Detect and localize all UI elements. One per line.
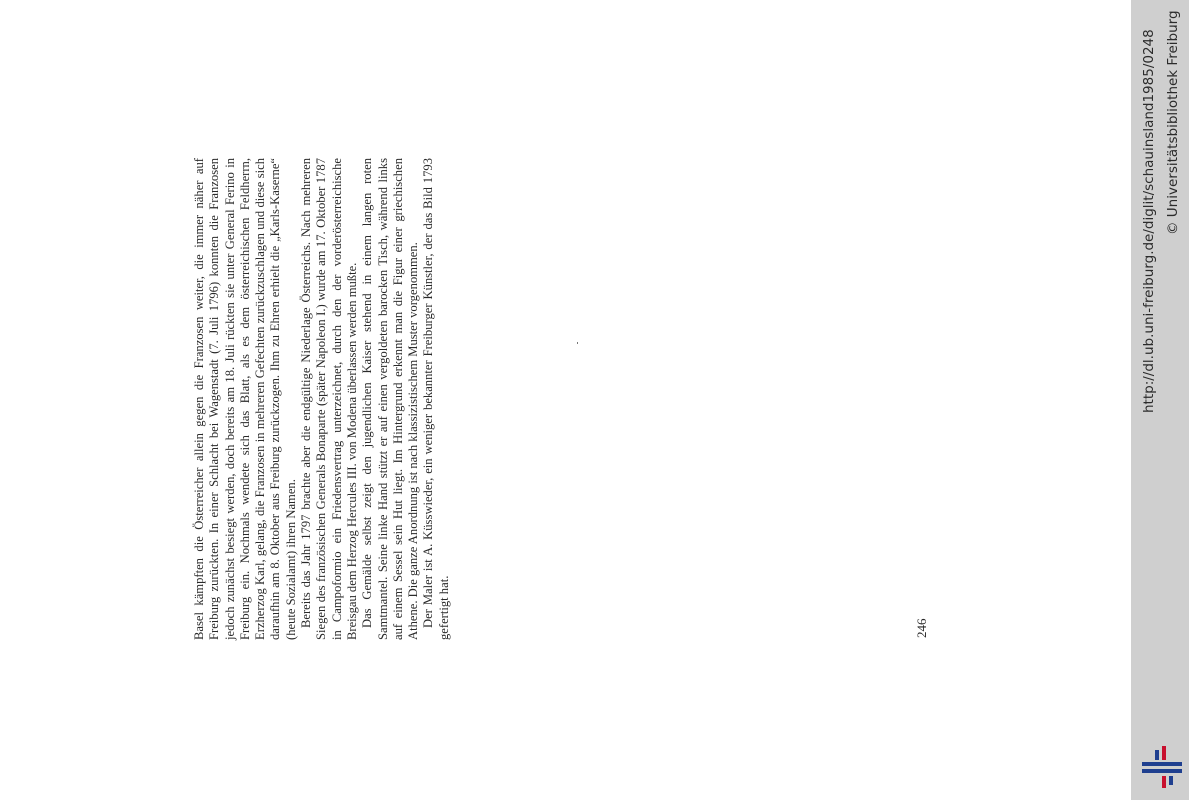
copyright-notice: © Universitätsbibliothek Freiburg bbox=[1165, 10, 1181, 235]
ub-freiburg-logo-icon bbox=[1140, 745, 1184, 789]
permalink-url[interactable]: http://dl.ub.uni-freiburg.de/diglit/schauinsland1985/0248 bbox=[1141, 29, 1157, 413]
logo-graphic bbox=[1140, 745, 1184, 789]
body-text-column bbox=[192, 158, 674, 640]
paragraph: Das Gemälde selbst zeigt den jugendlichen Kaiser stehend in einem langen roten Samtmantel. Seine linke Hand stützt er auf einen vergoldeten barocken Tisch, während links auf einem Sessel sein Hut liegt. Im Hintergrund erkennt man die Figur einer griechischen Athene. Die ganze Anordnung ist nach klassizistischem Muster vorgenommen. bbox=[360, 158, 421, 640]
paragraph: Bereits das Jahr 1797 brachte aber die endgültige Niederlage Österreichs. Nach mehreren Siegen des französischen Generals Bonaparte (später Napoleon I.) wurde am 17. Oktober 1787 in Campoformio ein Friedensvertrag unterzeichnet, durch den der vorderösterreichische Breisgau dem Herzog Hercules III. von Modena überlassen werden mußte. bbox=[299, 158, 359, 640]
paragraph: Basel kämpften die Österreicher allein gegen die Franzosen weiter, die immer näher auf Freiburg zurückten. In einer Schlacht bei Wagenstadt (7. Juli 1796) konnten die Franzosen jedoch zunächst besiegt werden, doch bereits am 18. Juli rückten sie unter General Ferino in Freiburg ein. Nochmals wendete sich das Blatt, als es dem österreichischen Feldherrn, Erzherzog Karl, gelang, die Franzosen in mehreren Gefechten zurückzuschlagen und diese sich daraufhin am 8. Oktober aus Freiburg zurückzogen. Ihm zu Ehren erhielt die „Karls-Kaserne“ (heute Sozialamt) ihren Namen. bbox=[192, 158, 298, 640]
paragraph: Der Maler ist A. Küsswieder, ein weniger bekannter Freiburger Künstler, der das Bild 1793 gefertigt hat. bbox=[421, 158, 451, 640]
body-text bbox=[192, 158, 452, 640]
page-number-text: 246 bbox=[914, 618, 929, 638]
page-number bbox=[908, 612, 938, 642]
scan-speck bbox=[577, 342, 578, 344]
viewer-sidebar bbox=[1131, 0, 1189, 800]
